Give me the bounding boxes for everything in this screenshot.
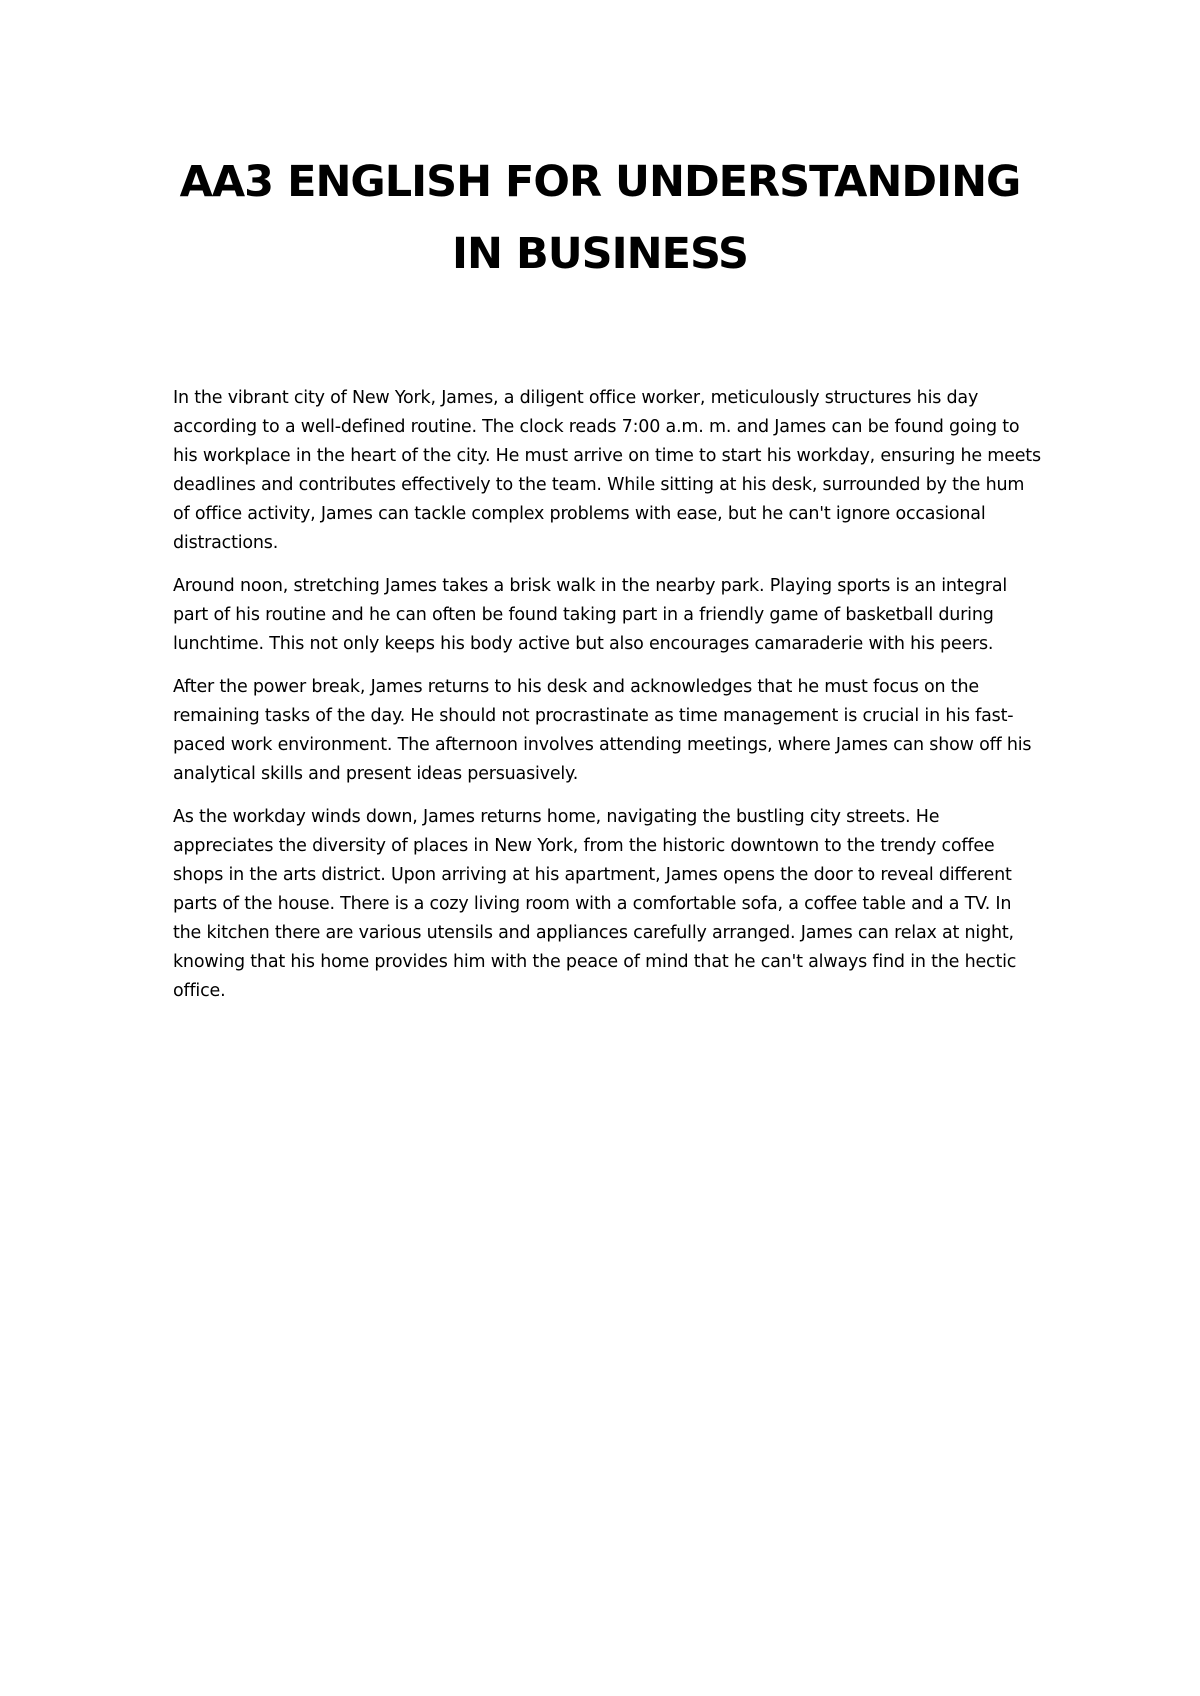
paragraph-2: Around noon, stretching James takes a brisk walk in the nearby park. Playing sports is an integral part of his routine and he can often be found taking part in a friendly game of basketball during lunchtime. This not only keeps his body active but also encourages camaraderie with his peers. xyxy=(173,576,1008,654)
paragraph-1: In the vibrant city of New York, James, a diligent office worker, meticulously structures his day according to a well-defined routine. The clock reads 7:00 a.m. m. and James can be found going to his workplace in the heart of the city. He must arrive on time to start his workday, ensuring he meets deadlines and contributes effectively to the team. While sitting at his desk, surrounded by the hum of office activity, James can tackle complex problems with ease, but he can't ignore occasional distractions. xyxy=(173,388,1041,553)
document-title: AA3 ENGLISH FOR UNDERSTANDING IN BUSINESS xyxy=(179,157,1021,279)
document-body xyxy=(173,384,1043,1020)
paragraph-3: After the power break, James returns to his desk and acknowledges that he must focus on the remaining tasks of the day. He should not procrastinate as time management is crucial in his fast-paced work environment. The afternoon involves attending meetings, where James can show off his analytical skills and present ideas persuasively. xyxy=(173,677,1032,784)
paragraph-4: As the workday winds down, James returns home, navigating the bustling city streets. He appreciates the diversity of places in New York, from the historic downtown to the trendy coffee shops in the arts district. Upon arriving at his apartment, James opens the door to reveal different parts of the house. There is a cozy living room with a comfortable sofa, a coffee table and a TV. In the kitchen there are various utensils and appliances carefully arranged. James can relax at night, knowing that his home provides him with the peace of mind that he can't always find in the hectic office. xyxy=(173,807,1017,1001)
